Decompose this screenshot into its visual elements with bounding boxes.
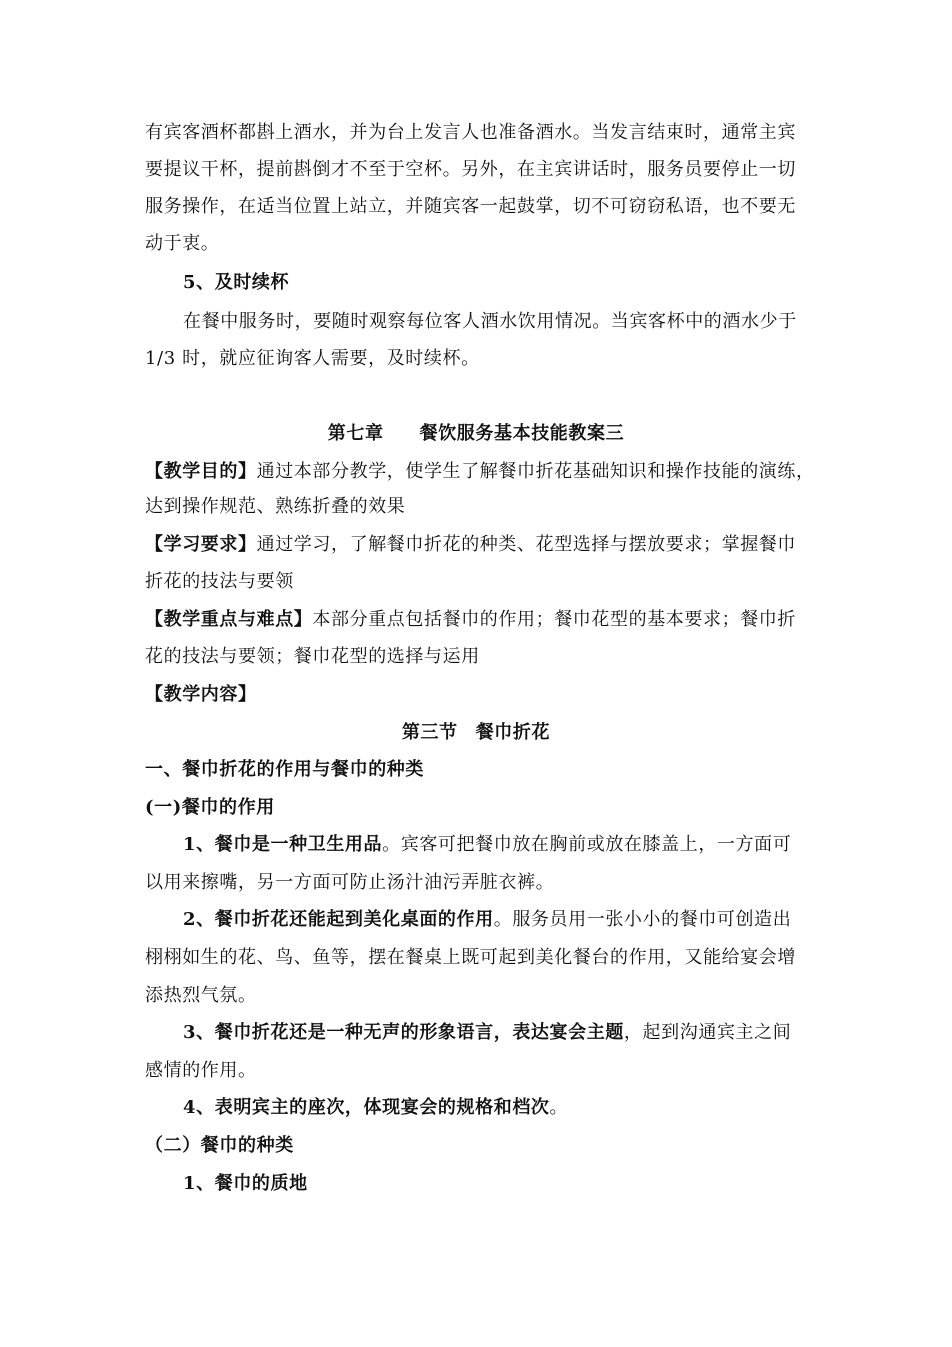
paragraph-item-1: [183, 832, 791, 858]
body-text-line: 有宾客酒杯都斟上酒水，并为台上发言人也准备酒水。当发言结束时，通常主宾: [145, 122, 796, 143]
body-text-line: 服务操作，在适当位置上站立，并随宾客一起鼓掌，切不可窃窃私语，也不要无: [145, 196, 796, 217]
body-text-line: 以用来擦嘴，另一方面可防止汤汁油污弄脏衣裤。: [145, 872, 555, 893]
paragraph-item-4: [183, 1095, 568, 1121]
heading-level2: （二）餐巾的种类: [145, 1135, 294, 1156]
chapter-name: 餐饮服务基本技能教案三: [419, 423, 625, 444]
item-text: 。宾客可把餐巾放在胸前或放在膝盖上，一方面可: [382, 834, 792, 855]
body-text-line: 动于衷。: [145, 233, 220, 254]
body-text-line: 1/3 时，就应征询客人需要，及时续杯。: [145, 348, 480, 369]
section-name: 餐巾折花: [475, 722, 551, 743]
item-lead: 1、餐巾是一种卫生用品: [183, 834, 383, 855]
section-number: 第三节: [401, 722, 458, 743]
chapter-number: 第七章: [327, 423, 384, 444]
heading-level1: 一、餐巾折花的作用与餐巾的种类: [145, 759, 424, 780]
paragraph-item-3: [183, 1020, 791, 1046]
requirement-label: 【学习要求】: [145, 534, 257, 555]
content-label: 【教学内容】: [145, 684, 257, 705]
objective-requirement: [145, 532, 796, 558]
requirement-text: 通过学习，了解餐巾折花的种类、花型选择与摆放要求；掌握餐巾: [256, 534, 797, 555]
body-text-line: 折花的技法与要领: [145, 571, 294, 592]
section-title: [0, 720, 952, 746]
item-text: 。: [549, 1097, 569, 1118]
purpose-label: 【教学目的】: [145, 461, 257, 482]
paragraph-item-2: [183, 907, 791, 933]
body-text-line: 栩栩如生的花、鸟、鱼等，摆在餐桌上既可起到美化餐台的作用，又能给宴会增: [145, 947, 796, 968]
body-text-line: 感情的作用。: [145, 1060, 257, 1081]
item-text: ，起到沟通宾主之间: [623, 1022, 792, 1043]
keypoints-label: 【教学重点与难点】: [145, 609, 313, 630]
item-lead: 3、餐巾折花还是一种无声的形象语言，表达宴会主题: [183, 1022, 624, 1043]
objective-purpose: [145, 459, 815, 485]
objective-keypoints: [145, 607, 796, 633]
purpose-text: 通过本部分教学，使学生了解餐巾折花基础知识和操作技能的演练，: [256, 461, 815, 482]
item-lead: 2、餐巾折花还能起到美化桌面的作用: [183, 909, 494, 930]
heading-level2: (一)餐巾的作用: [145, 797, 275, 818]
keypoints-text: 本部分重点包括餐巾的作用；餐巾花型的基本要求；餐巾折: [312, 609, 797, 630]
subheading: 5、及时续杯: [183, 272, 290, 293]
item-text: 。服务员用一张小小的餐巾可创造出: [493, 909, 792, 930]
body-text-line: 花的技法与要领；餐巾花型的选择与运用: [145, 646, 480, 667]
body-text-line: 要提议干杯，提前斟倒才不至于空杯。另外，在主宾讲话时，服务员要停止一切: [145, 159, 796, 180]
body-text-line: 达到操作规范、熟练折叠的效果: [145, 496, 406, 517]
item-lead: 4、表明宾主的座次，体现宴会的规格和档次: [183, 1097, 550, 1118]
subheading: 1、餐巾的质地: [183, 1173, 308, 1194]
chapter-title: [0, 421, 952, 447]
body-text-line: 添热烈气氛。: [145, 985, 257, 1006]
body-text-line: 在餐中服务时，要随时观察每位客人酒水饮用情况。当宾客杯中的酒水少于: [183, 311, 797, 332]
